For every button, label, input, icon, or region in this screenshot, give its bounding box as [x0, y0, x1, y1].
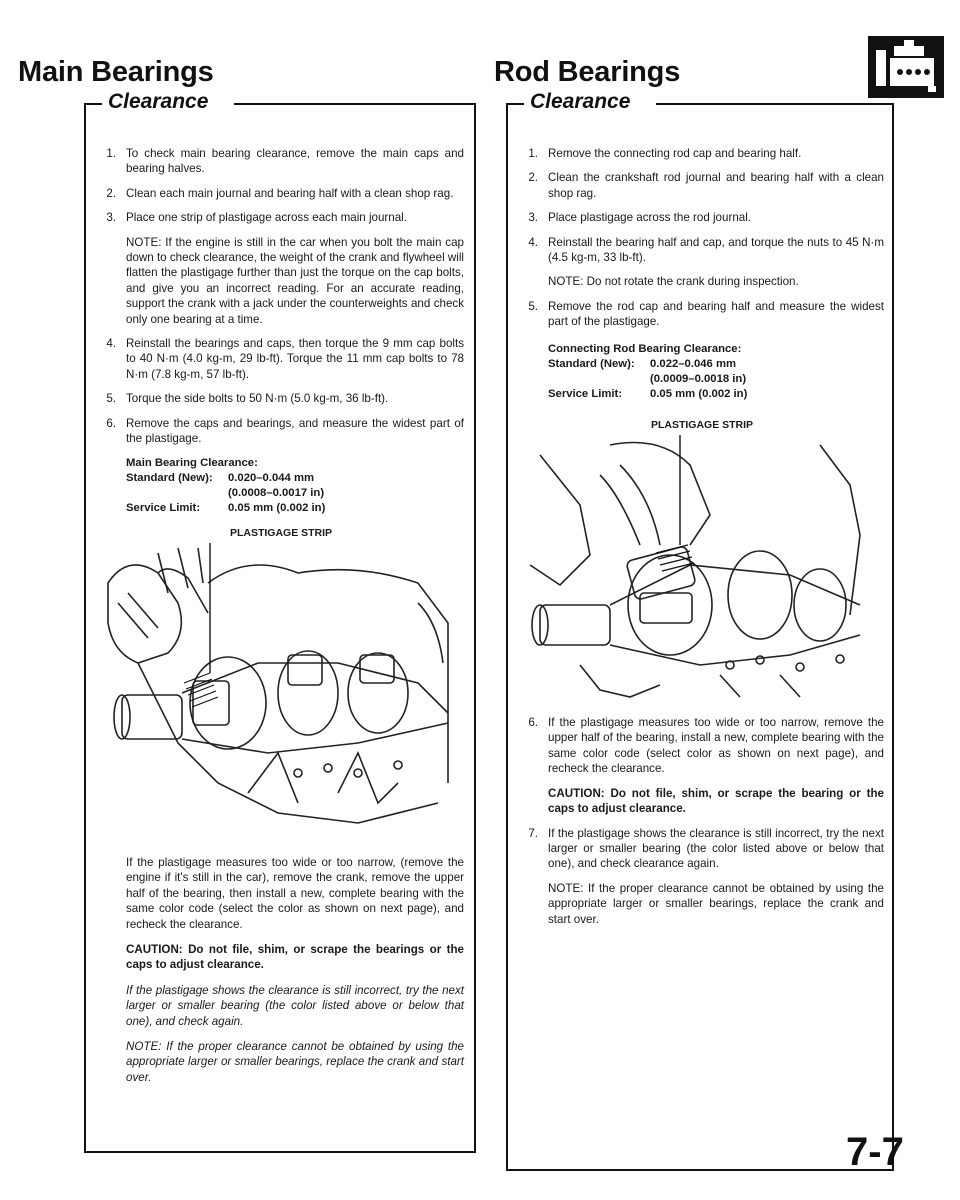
- step-text: If the plastigage shows the clearance is still incorrect, try the next larger or smaller bearing (the color listed above or below that one), and check clearance again.: [548, 826, 884, 871]
- connecting-rod-drawing: [520, 435, 884, 703]
- spec-label: Service Limit:: [126, 501, 201, 514]
- note-text: NOTE: If the engine is still in the car when you bolt the main cap down to check clearance, the weight of the crank and flywheel will flatten the plastigage further than just the torque on the cap bolts, and give you an incorrect reading. For an accurate reading, support the crank with a jack under the counterweights and check only one bearing at a time.: [126, 235, 464, 326]
- step-number: 6.: [106, 416, 116, 430]
- step-item: [98, 210, 464, 327]
- step-text: Remove the connecting rod cap and bearing half.: [548, 147, 802, 160]
- figure-label: PLASTIGAGE STRIP: [229, 526, 333, 539]
- page-title-main-bearings: Main Bearings: [18, 56, 214, 88]
- figure-label: PLASTIGAGE STRIP: [650, 418, 754, 431]
- step-text: To check main bearing clearance, remove the main caps and bearing halves.: [126, 147, 464, 176]
- step-item: [98, 336, 464, 382]
- step-number: 7.: [528, 826, 538, 840]
- spec-title: Main Bearing Clearance:: [126, 456, 258, 469]
- spec-value: (0.0009–0.0018 in): [650, 372, 747, 385]
- note-text: NOTE: If the proper clearance cannot be obtained by using the appropriate larger or smaller bearings, replace the crank and start over.: [126, 1039, 464, 1084]
- section-title-clearance-right: Clearance: [524, 90, 636, 114]
- spec-block: [126, 456, 464, 516]
- step-item: [98, 186, 464, 201]
- step-item: [520, 170, 884, 201]
- spec-label: Service Limit:: [548, 387, 623, 400]
- step-item: [520, 235, 884, 290]
- step-number: 1.: [528, 147, 538, 160]
- step-number: 5.: [106, 392, 116, 406]
- step-number: 2.: [106, 186, 116, 200]
- note-text: NOTE: If the proper clearance cannot be obtained by using the appropriate larger or smaller bearings, replace the crank and start over.: [548, 881, 884, 926]
- step-item: [520, 146, 884, 161]
- spec-value: (0.0008–0.0017 in): [228, 486, 325, 499]
- step-text: Place one strip of plastigage across each main journal.: [126, 211, 407, 225]
- step-item: [520, 210, 884, 225]
- main-bearings-content: [98, 146, 464, 1095]
- step-number: 4.: [528, 235, 538, 249]
- engine-block-icon: [868, 36, 944, 98]
- crankshaft-drawing: [98, 543, 464, 843]
- step-text: Remove the rod cap and bearing half and measure the widest part of the plastigage.: [548, 299, 884, 329]
- instruction-text: If the plastigage measures too wide or too narrow, (remove the engine if it's still in the car), remove the crank, remove the upper half of the bearing, then install a new, complete bearing with the same color code (select the color as shown on next page), and recheck the clearance.: [126, 855, 464, 931]
- page-title-rod-bearings: Rod Bearings: [494, 56, 681, 88]
- spec-label: Standard (New):: [126, 471, 213, 484]
- step-number: 2.: [528, 171, 538, 185]
- step-text: Reinstall the bearing half and cap, and torque the nuts to 45 N·m (4.5 kg-m, 33 lb-ft).: [548, 235, 884, 265]
- spec-block: [548, 342, 884, 402]
- section-title-clearance-left: Clearance: [102, 90, 214, 114]
- section-heading-left: [84, 90, 476, 120]
- step-text: Reinstall the bearings and caps, then torque the 9 mm cap bolts to 40 N·m (4.0 kg-m, 29 lb-ft). Torque the 11 mm cap bolts to 78 N·m (7.8 kg-m, 57 lb-ft).: [126, 337, 464, 381]
- step-item: [520, 715, 884, 816]
- step-text: Torque the side bolts to 50 N·m (5.0 kg-m, 36 lb-ft).: [126, 392, 389, 406]
- step-text: Clean the crankshaft rod journal and bearing half with a clean shop rag.: [548, 171, 884, 200]
- caution-text: CAUTION: Do not file, shim, or scrape the bearings or the caps to adjust clearance.: [126, 942, 464, 972]
- step-number: 3.: [528, 211, 538, 225]
- spec-value: 0.05 mm (0.002 in): [650, 387, 748, 400]
- step-number: 6.: [528, 716, 538, 730]
- step-text: Clean each main journal and bearing half with a clean shop rag.: [126, 186, 454, 200]
- spec-value: 0.05 mm (0.002 in): [228, 501, 326, 514]
- spec-value: 0.022–0.046 mm: [650, 357, 737, 370]
- rod-bearings-content: [520, 146, 884, 936]
- spec-value: 0.020–0.044 mm: [228, 471, 315, 484]
- spec-label: Standard (New):: [548, 357, 635, 370]
- step-item: [98, 391, 464, 406]
- section-heading-right: [506, 90, 894, 120]
- instruction-text: If the plastigage shows the clearance is still incorrect, try the next larger or smaller bearing (the color listed above or below that one), and check again.: [126, 983, 464, 1028]
- step-number: 4.: [106, 337, 116, 351]
- step-number: 5.: [528, 299, 538, 313]
- step-text: Place plastigage across the rod journal.: [548, 211, 752, 225]
- step-item: [98, 146, 464, 177]
- caution-text: CAUTION: Do not file, shim, or scrape the bearing or the caps to adjust clearance.: [548, 786, 884, 816]
- step-number: 1.: [106, 147, 116, 160]
- step-item: [520, 299, 884, 330]
- step-number: 3.: [106, 211, 116, 225]
- crankshaft-illustration-rod: [520, 418, 884, 703]
- note-text: NOTE: Do not rotate the crank during inspection.: [548, 275, 799, 289]
- step-item: [98, 416, 464, 516]
- step-text: Remove the caps and bearings, and measure the widest part of the plastigage.: [126, 416, 464, 446]
- crankshaft-illustration-main: [98, 526, 464, 843]
- step-text: If the plastigage measures too wide or too narrow, remove the upper half of the bearing, install a new, complete bearing with the same color code (select color as shown on next page), and recheck the clearance.: [548, 716, 884, 776]
- spec-title: Connecting Rod Bearing Clearance:: [548, 342, 742, 355]
- step-item: [520, 826, 884, 927]
- page-number: 7-7: [846, 1130, 904, 1174]
